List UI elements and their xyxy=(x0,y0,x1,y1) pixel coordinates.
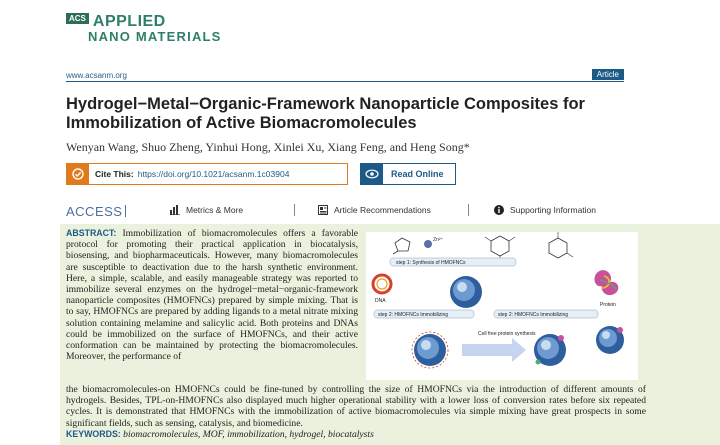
enzyme-on-hmofnc-icon xyxy=(596,326,624,354)
abstract-full-width-text: the biomacromolecules-on HMOFNCs could be fine-tuned by controlling the size of HMOFNCs via the introduction of different amounts of hydrogels. Besides, TPL-on-HMOFNCs also displayed much higher operational stability with a lower loss of conversion rates before six repeated cycles. It is demonstrated that HMOFNCs with the immobilization of active biomacromolecules via simple mixing have great prospects in some significant fields, such as sensing, catalysis, and biomedicine. xyxy=(66,384,646,429)
eye-icon xyxy=(361,163,383,185)
zinc-ion-icon xyxy=(424,237,444,248)
salicylic-acid-molecule-icon xyxy=(549,232,573,258)
abstract-heading: ABSTRACT: xyxy=(66,228,117,238)
info-icon xyxy=(494,205,504,215)
cite-label: Cite This: xyxy=(95,169,134,179)
metrics-more-link[interactable] xyxy=(170,205,243,215)
supporting-label: Supporting Information xyxy=(510,205,596,215)
dna-ring-icon xyxy=(373,275,391,293)
imidazole-molecule-icon xyxy=(393,238,410,254)
keywords-line xyxy=(66,429,374,440)
step1-label: step 1: Synthesis of HMOFNCs xyxy=(396,260,466,266)
cell-free-label: Cell free protein synthesis xyxy=(478,331,536,337)
acs-badge: ACS xyxy=(66,13,89,24)
abstract-body-wrapped: Immobilization of biomacromolecules offers a favorable protocol for promoting their practical application in biocatalysis, biosensing, and biopharmaceuticals. However, many biomacromolecules are susceptible to deactivation due to the harsh synthetic environment. Here, a simple, scalable, and easily manageable strategy was reported to immobilize several enzymes on the hydrogel−metal−organic-framework nanoparticle composites (HMOFNCs) prepared by simple mixing. That is to say, HMOFNCs are prepared by adding ligands to a metal nitrate mixing solution containing melamine and salicylic acid. Both proteins and DNAs could be immobilized on the surface of HMOFNCs, and their active conformation can be maintained by protecting the biomacromolecules. Moreover, the performance of xyxy=(66,228,358,363)
bar-chart-icon xyxy=(170,205,180,215)
cite-this-box xyxy=(66,163,348,185)
keywords-list: biomacromolecules, MOF, immobilization, hydrogel, biocatalysts xyxy=(123,429,374,440)
access-label: ACCESS xyxy=(66,203,123,219)
access-bar xyxy=(66,202,636,220)
divider xyxy=(468,204,469,216)
keywords-heading: KEYWORDS: xyxy=(66,429,121,439)
step2-left-label: step 2: HMOFNCs Immobilizing xyxy=(378,312,449,318)
hmofnc-particle-icon xyxy=(450,276,482,308)
supporting-information-link[interactable] xyxy=(494,205,596,215)
author-list: Wenyan Wang, Shuo Zheng, Yinhui Hong, Xinlei Xu, Xiang Feng, and Heng Song* xyxy=(66,140,470,154)
check-icon xyxy=(67,163,89,185)
divider xyxy=(294,204,295,216)
article-type-badge: Article xyxy=(592,69,624,80)
metrics-label: Metrics & More xyxy=(186,205,244,215)
zinc-ion-label: Zn²⁺ xyxy=(433,237,444,243)
article-title: Hydrogel−Metal−Organic-Framework Nanoparticle Composites for Immobilization of Active Biomacromolecules xyxy=(66,95,585,132)
protein-label: Protein xyxy=(600,302,616,308)
abstract-wrapped-text xyxy=(66,228,358,362)
protein-structure-icon xyxy=(595,270,619,295)
read-online-label: Read Online xyxy=(391,169,444,179)
step2-right-label: step 2: HMOFNCs Immobilizing xyxy=(498,312,569,318)
toc-graphic xyxy=(366,232,638,380)
read-online-button[interactable] xyxy=(360,163,456,185)
recommendations-label: Article Recommendations xyxy=(334,205,431,215)
protein-on-hmofnc-icon xyxy=(534,334,566,366)
header-divider xyxy=(66,81,624,82)
access-separator xyxy=(125,205,126,217)
dna-label: DNA xyxy=(375,298,386,304)
article-icon xyxy=(318,205,328,215)
dna-on-hmofnc-icon xyxy=(412,332,448,368)
site-url-link[interactable]: www.acsanm.org xyxy=(66,71,127,80)
arrow-right-icon xyxy=(462,338,526,362)
journal-logo xyxy=(66,13,266,44)
article-recommendations-link[interactable] xyxy=(318,205,431,215)
journal-name-line1: APPLIED xyxy=(92,13,166,30)
journal-name-line2: NANO MATERIALS xyxy=(88,29,222,44)
doi-link[interactable]: https://doi.org/10.1021/acsanm.1c03904 xyxy=(137,169,290,179)
